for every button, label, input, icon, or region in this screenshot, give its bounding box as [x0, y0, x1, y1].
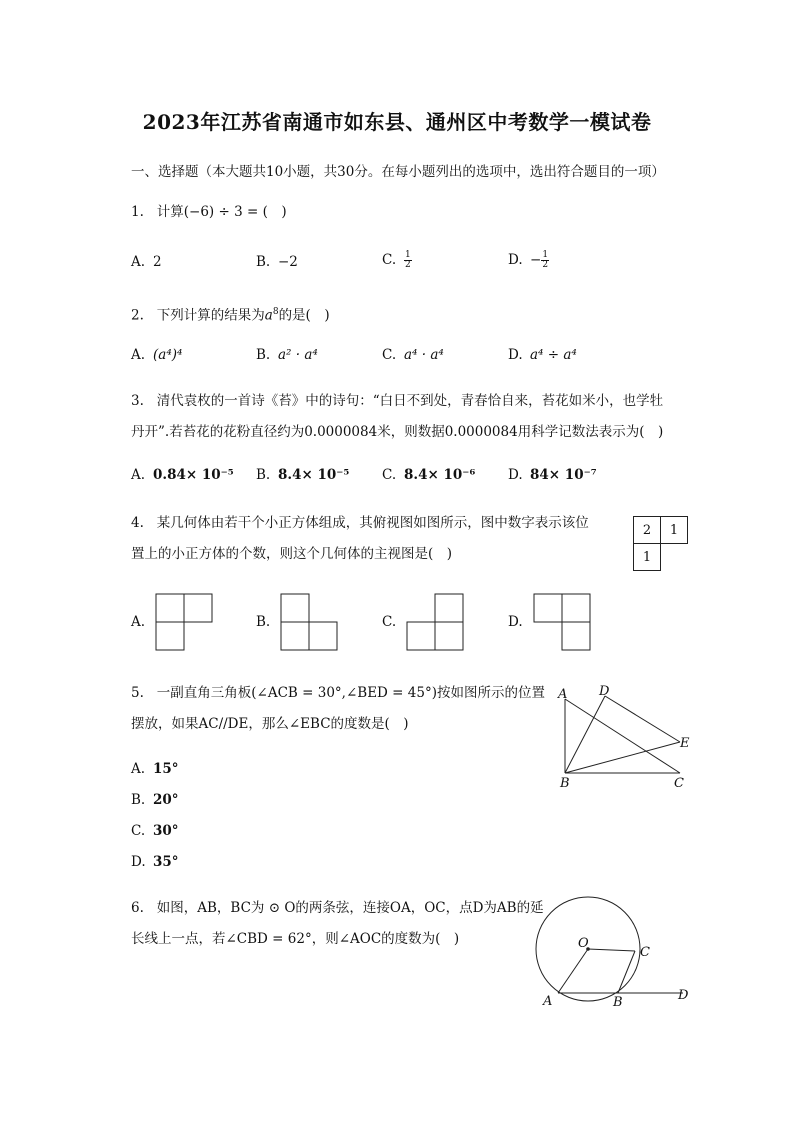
option-value: a⁴ · a⁴ [404, 347, 444, 363]
label-a: A [543, 994, 553, 1009]
question-number: 5. [131, 685, 144, 701]
option-c [131, 823, 179, 839]
numerator: 1 [405, 250, 411, 260]
question-3-line2: 丹开”.若苔花的花粉直径约为0.0000084米，则数据0.0000084用科学记数法表示为( ) [131, 424, 664, 440]
segment-de [605, 696, 680, 742]
option-value: a⁴ ÷ a⁴ [530, 347, 577, 363]
option-value: 35° [153, 854, 179, 870]
question-number: 3. [131, 393, 144, 409]
label-o: O [578, 936, 589, 951]
grid-cell: 1 [661, 517, 688, 544]
option-value: 8.4× 10⁻⁵ [278, 467, 350, 483]
segment-bd [565, 696, 605, 773]
option-value: a² · a⁴ [278, 347, 318, 363]
square [281, 622, 309, 650]
label-c: C [674, 776, 684, 791]
label-e: E [680, 736, 690, 751]
option-label: D. [508, 467, 523, 483]
question-6-line2: 长线上一点，若∠CBD = 62°，则∠AOC的度数为( ) [131, 931, 460, 947]
square [156, 594, 184, 622]
label-a: A [558, 687, 568, 702]
option-d-label: D. [508, 614, 523, 630]
question-text: 计算(−6) ÷ 3 = ( ) [156, 204, 287, 220]
section-heading: 一、选择题（本大题共10小题，共30分。在每小题列出的选项中，选出符合题目的一项） [131, 164, 665, 180]
question-number: 6. [131, 900, 144, 916]
option-a-label: A. [131, 614, 146, 630]
option-label: B. [131, 792, 146, 808]
segment-be [565, 742, 680, 773]
option-label: D. [508, 347, 523, 363]
option-label: C. [382, 347, 397, 363]
denominator: 2 [542, 260, 549, 270]
square [309, 622, 337, 650]
option-label: C. [382, 467, 397, 483]
question-text-end: 的是( ) [278, 307, 330, 324]
option-value: −2 [278, 254, 298, 270]
question-text-line1: 某几何体由若干个小正方体组成，其俯视图如图所示，图中数字表示该位 [156, 515, 589, 531]
option-label: D. [508, 252, 523, 268]
question-number: 2. [131, 307, 144, 324]
label-b: B [560, 776, 570, 791]
minus-sign: − [530, 252, 542, 268]
question-5-line2: 摆放，如果AC//DE，那么∠EBC的度数是( ) [131, 716, 409, 732]
option-value: 15° [153, 761, 179, 777]
numerator: 1 [542, 250, 549, 260]
math-exponent: 8 [272, 307, 279, 317]
label-c: C [640, 945, 650, 960]
option-c-label: C. [382, 614, 397, 630]
option-value: 84× 10⁻⁷ [530, 467, 597, 483]
option-label: A. [131, 347, 146, 363]
label-b: B [613, 995, 623, 1010]
math-base: a [264, 307, 273, 324]
option-d [131, 854, 179, 870]
option-b [131, 792, 179, 808]
square [562, 594, 590, 622]
option-label: C. [131, 823, 146, 839]
label-d: D [678, 988, 689, 1003]
option-a [131, 761, 179, 777]
question-5 [131, 683, 545, 703]
option-value: 8.4× 10⁻⁶ [404, 467, 476, 483]
question-number: 1. [131, 204, 144, 220]
q5-triangle-figure [540, 682, 710, 794]
square [435, 622, 463, 650]
question-text: 下列计算的结果为 [156, 307, 265, 324]
option-value: 0.84× 10⁻⁵ [153, 467, 234, 483]
square [435, 594, 463, 622]
question-4-line2: 置上的小正方体的个数，则这个几何体的主视图是( ) [131, 546, 453, 562]
label-d: D [599, 684, 610, 699]
question-text-line1: 如图，AB，BC为 ⊙ O的两条弦，连接OA，OC，点D为AB的延 [156, 900, 544, 916]
option-label: B. [256, 254, 271, 270]
option-label: B. [256, 347, 271, 363]
square [407, 622, 435, 650]
grid-cell: 1 [634, 544, 661, 571]
option-value: 20° [153, 792, 179, 808]
square [534, 594, 562, 622]
square [184, 594, 212, 622]
square [562, 622, 590, 650]
square [156, 622, 184, 650]
option-value: (a⁴)⁴ [153, 347, 183, 363]
option-b-label: B. [256, 614, 271, 630]
question-text-line1: 一副直角三角板(∠ACB = 30°,∠BED = 45°)按如图所示的位置 [156, 685, 545, 701]
question-text-line1: 清代袁枚的一首诗《苔》中的诗句：“白日不到处，青春恰自来，苔花如米小，也学牡 [156, 393, 664, 409]
question-6 [131, 898, 544, 918]
square [281, 594, 309, 622]
grid-cell: 2 [634, 517, 661, 544]
option-label: D. [131, 854, 146, 870]
option-label: A. [131, 467, 146, 483]
denominator: 2 [405, 260, 411, 270]
segment-oa [558, 949, 588, 993]
segment-oc [588, 949, 635, 951]
segment-ac [565, 699, 680, 773]
option-label: A. [131, 761, 146, 777]
option-label: A. [131, 254, 146, 270]
option-label: B. [256, 467, 271, 483]
doc-title: 2023年江苏省南通市如东县、通州区中考数学一模试卷 [142, 110, 652, 134]
option-value: 2 [153, 254, 162, 270]
q6-circle-figure [525, 895, 705, 1015]
option-label: C. [382, 252, 397, 268]
question-number: 4. [131, 515, 144, 531]
segment-bc [618, 951, 635, 993]
option-value: 30° [153, 823, 179, 839]
